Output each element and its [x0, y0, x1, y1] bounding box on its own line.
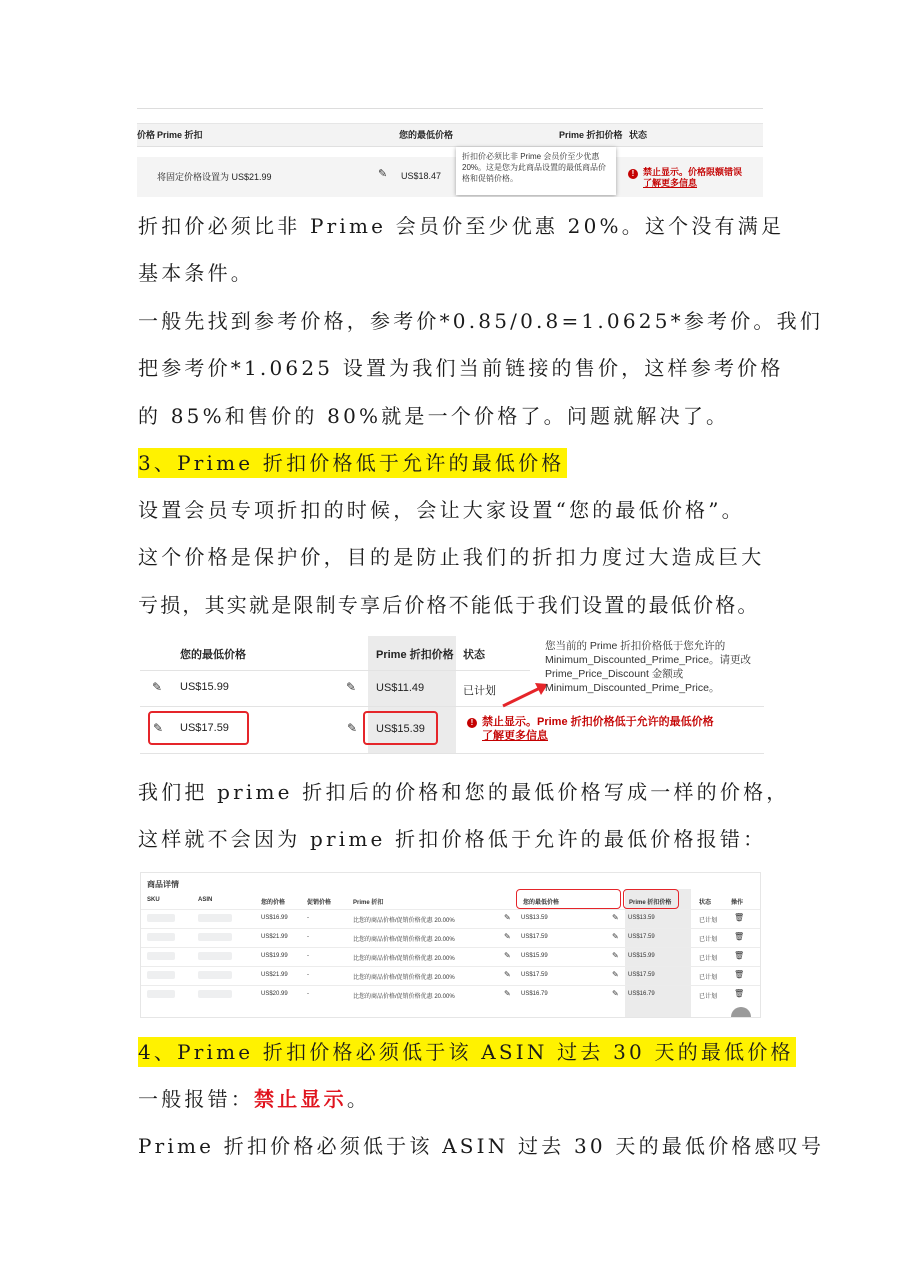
pencil-icon[interactable]: ✎ — [612, 989, 619, 998]
header-promo: 促销价格 — [307, 900, 332, 906]
cell-price: US$21.99 — [261, 934, 288, 940]
cell-prime: US$13.59 — [628, 915, 655, 921]
error-message: 禁止显示。价格限额错误 — [643, 167, 743, 177]
pencil-icon[interactable]: ✎ — [504, 989, 511, 998]
col-status-header: 状态 — [463, 649, 485, 661]
paragraph-line: 这样就不会因为 prime 折扣价格低于允许的最低价格报错： — [138, 827, 767, 851]
cell-status: 已计划 — [699, 937, 718, 943]
trash-icon[interactable]: 🗑 — [734, 970, 745, 979]
min-price-value: US$18.47 — [401, 171, 442, 181]
pencil-icon[interactable]: ✎ — [612, 951, 619, 960]
cell-price: US$21.99 — [261, 972, 288, 978]
col-min-header: 您的最低价格 — [399, 130, 454, 140]
cell-price: US$19.99 — [261, 953, 288, 959]
fixed-price-text: 将固定价格设置为 US$21.99 — [157, 172, 272, 182]
scroll-indicator[interactable] — [731, 1007, 751, 1018]
cell-price: US$20.99 — [261, 991, 288, 997]
status-text: 已计划 — [463, 685, 496, 697]
col-status-header: 状态 — [629, 130, 648, 140]
min-price-value: US$15.99 — [180, 681, 229, 693]
learn-more-link[interactable]: 了解更多信息 — [643, 178, 698, 188]
paragraph-line: Prime 折扣价格必须低于该 ASIN 过去 30 天的最低价格感叹号 — [138, 1134, 825, 1158]
cell-status: 已计划 — [699, 975, 718, 981]
header-prime-price: Prime 折扣价格 — [629, 900, 672, 906]
pencil-icon[interactable]: ✎ — [504, 932, 511, 941]
forbidden-display-text: 禁止显示 — [254, 1087, 347, 1111]
paragraph-line: 亏损，其实就是限制专享后价格不能低于我们设置的最低价格。 — [138, 593, 760, 617]
learn-more-link[interactable]: 了解更多信息 — [482, 730, 548, 742]
trash-icon[interactable]: 🗑 — [734, 951, 745, 960]
error-prefix: 一般报错： — [138, 1087, 254, 1111]
cell-prime: US$16.79 — [628, 991, 655, 997]
cell-promo: - — [307, 934, 309, 940]
section-title: 商品详情 — [147, 880, 179, 889]
prime-price-value: US$15.39 — [376, 723, 425, 735]
pencil-icon[interactable]: ✎ — [347, 721, 358, 735]
tooltip — [456, 147, 616, 195]
note-line: Minimum_Discounted_Prime_Price。 — [545, 682, 720, 694]
paragraph-line: 的 85%和售价的 80%就是一个价格了。问题就解决了。 — [138, 404, 730, 428]
note-line: Minimum_Discounted_Prime_Price。请更改 — [545, 654, 751, 666]
cell-discount: 比您的商品价格/促销价格优惠 20.00% — [353, 975, 455, 981]
highlight-box — [623, 889, 679, 909]
trash-icon[interactable]: 🗑 — [734, 913, 745, 922]
cell-status: 已计划 — [699, 994, 718, 1000]
cell-min: US$17.59 — [521, 972, 548, 978]
paragraph-line: 把参考价*1.0625 设置为我们当前链接的售价，这样参考价格 — [138, 356, 784, 380]
paragraph-line — [138, 1087, 370, 1111]
tooltip-text: 折扣价必须比非 Prime 会员价至少优惠 20%。这是您为此商品设置的最低商品价格和促销价格。 — [462, 152, 607, 183]
header-price: 您的价格 — [261, 900, 286, 906]
paragraph-line: 基本条件。 — [138, 261, 254, 285]
cell-discount: 比您的商品价格/促销价格优惠 20.00% — [353, 918, 455, 924]
pencil-icon[interactable]: ✎ — [612, 932, 619, 941]
pencil-icon[interactable]: ✎ — [504, 951, 511, 960]
header-min: 您的最低价格 — [523, 900, 560, 906]
paragraph-line: 一般先找到参考价格，参考价*0.85/0.8=1.0625*参考价。我们 — [138, 309, 824, 333]
header-sku: SKU — [147, 897, 160, 903]
col-prime-header: Prime 折扣 — [157, 130, 203, 140]
cell-promo: - — [307, 972, 309, 978]
error-icon: ! — [467, 718, 477, 728]
cell-min: US$13.59 — [521, 915, 548, 921]
pencil-icon[interactable]: ✎ — [504, 970, 511, 979]
section-heading-4 — [138, 1040, 796, 1064]
col-price-header: 价格 — [137, 130, 156, 140]
screenshot-min-price-error — [140, 636, 764, 754]
prime-price-value: US$11.49 — [376, 682, 425, 694]
error-icon: ! — [628, 169, 638, 179]
heading-highlight: 3、Prime 折扣价格低于允许的最低价格 — [138, 448, 567, 478]
cell-prime: US$17.59 — [628, 934, 655, 940]
cell-status: 已计划 — [699, 956, 718, 962]
note-line: 您当前的 Prime 折扣价格低于您允许的 — [545, 640, 726, 652]
cell-promo: - — [307, 953, 309, 959]
pencil-icon[interactable]: ✎ — [152, 680, 163, 694]
header-status: 状态 — [699, 900, 712, 906]
pencil-icon[interactable]: ✎ — [612, 970, 619, 979]
header-discount: Prime 折扣 — [353, 900, 384, 906]
pencil-icon[interactable]: ✎ — [153, 721, 164, 735]
paragraph-line: 我们把 prime 折扣后的价格和您的最低价格写成一样的价格， — [138, 780, 790, 804]
pencil-icon[interactable]: ✎ — [346, 680, 357, 694]
cell-discount: 比您的商品价格/促销价格优惠 20.00% — [353, 956, 455, 962]
trash-icon[interactable]: 🗑 — [734, 932, 745, 941]
paragraph-line: 折扣价必须比非 Prime 会员价至少优惠 20%。这个没有满足 — [138, 214, 785, 238]
cell-min: US$15.99 — [521, 953, 548, 959]
note-line: Prime_Price_Discount 金额或 — [545, 668, 684, 680]
cell-discount: 比您的商品价格/促销价格优惠 20.00% — [353, 994, 455, 1000]
cell-promo: - — [307, 915, 309, 921]
highlight-box — [516, 889, 621, 909]
pencil-icon[interactable]: ✎ — [612, 913, 619, 922]
header-actions: 操作 — [731, 900, 744, 906]
cell-discount: 比您的商品价格/促销价格优惠 20.00% — [353, 937, 455, 943]
cell-status: 已计划 — [699, 918, 718, 924]
cell-prime: US$17.59 — [628, 972, 655, 978]
screenshot-price-limit-error — [137, 108, 763, 197]
pencil-icon[interactable]: ✎ — [378, 167, 388, 180]
cell-price: US$16.99 — [261, 915, 288, 921]
header-asin: ASIN — [198, 897, 213, 903]
cell-promo: - — [307, 991, 309, 997]
heading-highlight: 4、Prime 折扣价格必须低于该 ASIN 过去 30 天的最低价格 — [138, 1037, 796, 1067]
trash-icon[interactable]: 🗑 — [734, 989, 745, 998]
paragraph-line: 这个价格是保护价，目的是防止我们的折扣力度过大造成巨大 — [138, 545, 765, 569]
screenshot-product-details — [140, 872, 761, 1018]
col-min-header: 您的最低价格 — [180, 649, 246, 661]
error-suffix: 。 — [346, 1087, 371, 1111]
col-prime-price-header: Prime 折扣价格 — [559, 130, 623, 140]
cell-min: US$16.79 — [521, 991, 548, 997]
paragraph-line: 设置会员专项折扣的时候，会让大家设置“您的最低价格”。 — [138, 498, 745, 522]
error-message: 禁止显示。Prime 折扣价格低于允许的最低价格 — [482, 716, 714, 728]
cell-min: US$17.59 — [521, 934, 548, 940]
section-heading-3 — [138, 451, 567, 475]
arrow-icon — [500, 676, 550, 710]
min-price-value: US$17.59 — [180, 722, 229, 734]
pencil-icon[interactable]: ✎ — [504, 913, 511, 922]
col-prime-price-header: Prime 折扣价格 — [376, 649, 454, 661]
cell-prime: US$15.99 — [628, 953, 655, 959]
